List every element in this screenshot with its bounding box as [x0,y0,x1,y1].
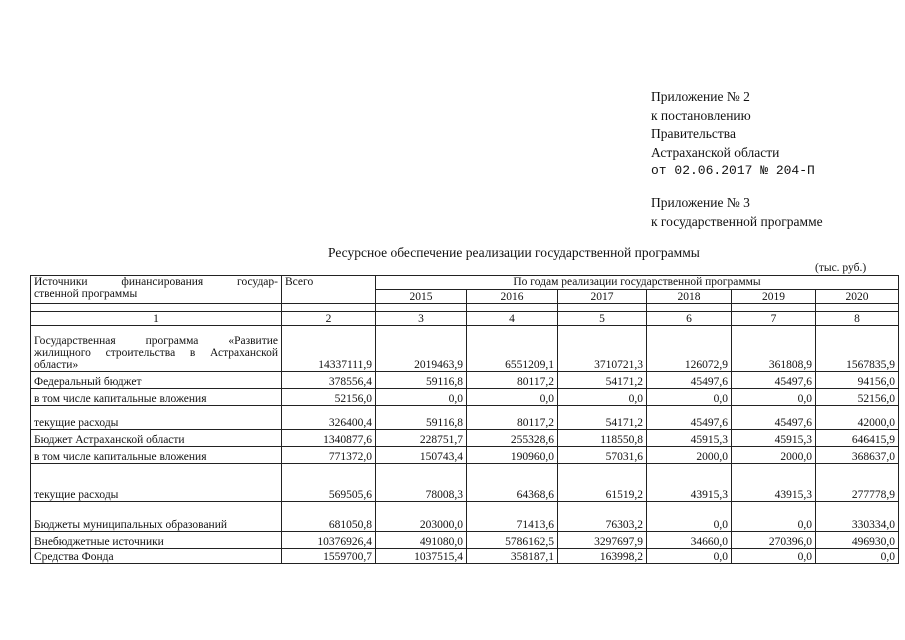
row-value: 3297697,9 [558,532,647,549]
appendix-3-line: Приложение № 3 [651,195,750,210]
row-value: 61519,2 [558,464,647,502]
table-row [31,502,899,532]
row-value: 378556,4 [282,372,376,389]
table-row [31,406,899,430]
row-value: 326400,4 [282,406,376,430]
row-value: 1037515,4 [376,549,467,564]
row-value: 496930,0 [816,532,899,549]
row-value: 0,0 [376,389,467,406]
column-number: 4 [467,312,558,326]
row-label: текущие расходы [31,406,282,430]
row-value: 54171,2 [558,406,647,430]
document-title: Ресурсное обеспечение реализации государственной программы [328,245,700,260]
row-value: 80117,2 [467,406,558,430]
row-value: 0,0 [732,502,816,532]
row-value: 43915,3 [732,464,816,502]
row-value: 52156,0 [282,389,376,406]
row-value: 491080,0 [376,532,467,549]
header-total: Всего [282,276,376,304]
row-label: Бюджеты муниципальных образований [31,502,282,532]
table-row [31,430,899,447]
year-header: 2017 [558,290,647,304]
row-value: 0,0 [467,389,558,406]
row-value: 0,0 [816,549,899,564]
appendix-3-block [651,194,823,231]
row-value: 76303,2 [558,502,647,532]
year-header: 2019 [732,290,816,304]
row-value: 2000,0 [647,447,732,464]
appendix-2-block [651,88,815,181]
row-value: 52156,0 [816,389,899,406]
row-value: 71413,6 [467,502,558,532]
row-value: 330334,0 [816,502,899,532]
row-value: 6551209,1 [467,326,558,372]
row-value: 277778,9 [816,464,899,502]
row-value: 94156,0 [816,372,899,389]
column-number: 7 [732,312,816,326]
row-value: 45497,6 [647,372,732,389]
table-row [31,549,899,564]
row-value: 569505,6 [282,464,376,502]
row-value: 2000,0 [732,447,816,464]
row-value: 126072,9 [647,326,732,372]
row-value: 0,0 [647,549,732,564]
table-row [31,532,899,549]
row-label: в том числе капитальные вложения [31,389,282,406]
year-header: 2016 [467,290,558,304]
row-value: 681050,8 [282,502,376,532]
header-row [31,276,899,290]
row-value: 59116,8 [376,406,467,430]
row-label: Федеральный бюджет [31,372,282,389]
appendix-2-line: Правительства [651,126,736,141]
table-row [31,389,899,406]
row-value: 0,0 [647,502,732,532]
row-label: Внебюджетные источники [31,532,282,549]
row-value: 0,0 [647,389,732,406]
appendix-2-line: Приложение № 2 [651,89,750,104]
row-value: 0,0 [732,549,816,564]
row-value: 59116,8 [376,372,467,389]
row-value: 78008,3 [376,464,467,502]
row-value: 57031,6 [558,447,647,464]
row-value: 228751,7 [376,430,467,447]
row-value: 45497,6 [732,406,816,430]
column-number-row [31,312,899,326]
table-row [31,447,899,464]
table-body [31,326,899,564]
row-value: 45497,6 [732,372,816,389]
year-header: 2018 [647,290,732,304]
row-value: 0,0 [558,389,647,406]
year-header: 2015 [376,290,467,304]
column-number: 2 [282,312,376,326]
row-value: 5786162,5 [467,532,558,549]
row-value: 43915,3 [647,464,732,502]
row-value: 368637,0 [816,447,899,464]
row-value: 203000,0 [376,502,467,532]
column-number: 5 [558,312,647,326]
row-value: 255328,6 [467,430,558,447]
row-label: Бюджет Астраханской области [31,430,282,447]
row-value: 45915,3 [647,430,732,447]
units-label: (тыс. руб.) [815,262,867,274]
row-value: 80117,2 [467,372,558,389]
appendix-3-line: к государственной программе [651,213,823,229]
row-value: 14337111,9 [282,326,376,372]
header-source: Источники финансирования государ- ственной программы [31,276,282,304]
row-value: 10376926,4 [282,532,376,549]
row-value: 270396,0 [732,532,816,549]
appendix-2-date: от 02.06.2017 № 204-П [651,163,815,178]
appendix-2-line: Астраханской области [651,144,780,160]
row-value: 190960,0 [467,447,558,464]
row-value: 45497,6 [647,406,732,430]
row-value: 358187,1 [467,549,558,564]
row-label: Государственная программа «Развитие жилищного строительства в Астраханской области» [31,326,282,372]
column-number: 3 [376,312,467,326]
table-row [31,372,899,389]
row-value: 163998,2 [558,549,647,564]
row-value: 1559700,7 [282,549,376,564]
row-label: в том числе капитальные вложения [31,447,282,464]
resource-table [30,275,899,564]
row-value: 3710721,3 [558,326,647,372]
row-value: 1340877,6 [282,430,376,447]
row-value: 2019463,9 [376,326,467,372]
row-value: 34660,0 [647,532,732,549]
year-header: 2020 [816,290,899,304]
spacer-row [31,304,899,312]
row-value: 0,0 [732,389,816,406]
row-value: 118550,8 [558,430,647,447]
column-number: 6 [647,312,732,326]
table-row [31,326,899,372]
row-value: 150743,4 [376,447,467,464]
appendix-2-line: к постановлению [651,107,751,123]
row-value: 771372,0 [282,447,376,464]
row-value: 45915,3 [732,430,816,447]
column-number: 1 [31,312,282,326]
row-value: 1567835,9 [816,326,899,372]
row-value: 361808,9 [732,326,816,372]
table-row [31,464,899,502]
row-value: 646415,9 [816,430,899,447]
row-value: 54171,2 [558,372,647,389]
row-label: текущие расходы [31,464,282,502]
header-years-group: По годам реализации государственной программы [376,276,899,290]
row-value: 64368,6 [467,464,558,502]
column-number: 8 [816,312,899,326]
row-label: Средства Фонда [31,549,282,564]
row-value: 42000,0 [816,406,899,430]
